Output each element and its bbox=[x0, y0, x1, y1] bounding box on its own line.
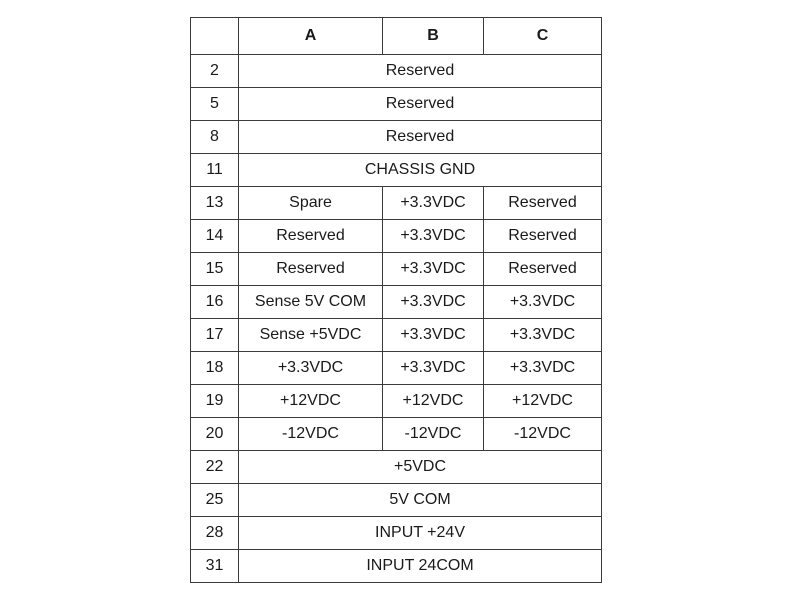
signal-cell-c: -12VDC bbox=[484, 418, 602, 451]
pin-number-cell: 18 bbox=[191, 352, 239, 385]
signal-cell-a: +3.3VDC bbox=[239, 352, 383, 385]
pin-number-cell: 13 bbox=[191, 187, 239, 220]
pin-number-cell: 16 bbox=[191, 286, 239, 319]
pin-number-cell: 20 bbox=[191, 418, 239, 451]
pin-number-cell: 8 bbox=[191, 121, 239, 154]
merged-signal-cell: Reserved bbox=[239, 55, 602, 88]
signal-cell-b: +3.3VDC bbox=[383, 220, 484, 253]
pin-number-cell: 17 bbox=[191, 319, 239, 352]
signal-cell-a: Spare bbox=[239, 187, 383, 220]
table-row bbox=[191, 418, 602, 451]
signal-cell-b: +3.3VDC bbox=[383, 187, 484, 220]
signal-cell-c: Reserved bbox=[484, 220, 602, 253]
signal-cell-c: +3.3VDC bbox=[484, 286, 602, 319]
header-col-a: A bbox=[239, 18, 383, 55]
merged-signal-cell: +5VDC bbox=[239, 451, 602, 484]
table-row bbox=[191, 187, 602, 220]
pinout-table-body bbox=[191, 55, 602, 583]
header-col-c: C bbox=[484, 18, 602, 55]
table-row bbox=[191, 55, 602, 88]
table-row bbox=[191, 451, 602, 484]
table-row bbox=[191, 121, 602, 154]
signal-cell-b: +3.3VDC bbox=[383, 286, 484, 319]
signal-cell-a: Sense 5V COM bbox=[239, 286, 383, 319]
signal-cell-c: +12VDC bbox=[484, 385, 602, 418]
signal-cell-b: +3.3VDC bbox=[383, 319, 484, 352]
signal-cell-c: +3.3VDC bbox=[484, 319, 602, 352]
pin-number-cell: 31 bbox=[191, 550, 239, 583]
signal-cell-b: +3.3VDC bbox=[383, 253, 484, 286]
pinout-table bbox=[190, 17, 602, 583]
table-row bbox=[191, 385, 602, 418]
signal-cell-a: Sense +5VDC bbox=[239, 319, 383, 352]
signal-cell-b: +12VDC bbox=[383, 385, 484, 418]
table-row bbox=[191, 484, 602, 517]
pin-number-cell: 11 bbox=[191, 154, 239, 187]
pin-number-cell: 28 bbox=[191, 517, 239, 550]
table-row bbox=[191, 88, 602, 121]
pin-number-cell: 5 bbox=[191, 88, 239, 121]
merged-signal-cell: 5V COM bbox=[239, 484, 602, 517]
table-row bbox=[191, 352, 602, 385]
pin-number-cell: 22 bbox=[191, 451, 239, 484]
signal-cell-c: +3.3VDC bbox=[484, 352, 602, 385]
signal-cell-a: Reserved bbox=[239, 253, 383, 286]
header-row bbox=[191, 18, 602, 55]
table-row bbox=[191, 550, 602, 583]
merged-signal-cell: Reserved bbox=[239, 88, 602, 121]
table-row bbox=[191, 253, 602, 286]
pin-number-cell: 19 bbox=[191, 385, 239, 418]
pin-number-cell: 2 bbox=[191, 55, 239, 88]
table-row bbox=[191, 220, 602, 253]
signal-cell-a: +12VDC bbox=[239, 385, 383, 418]
signal-cell-a: -12VDC bbox=[239, 418, 383, 451]
signal-cell-c: Reserved bbox=[484, 253, 602, 286]
merged-signal-cell: CHASSIS GND bbox=[239, 154, 602, 187]
signal-cell-b: +3.3VDC bbox=[383, 352, 484, 385]
signal-cell-a: Reserved bbox=[239, 220, 383, 253]
pin-number-cell: 25 bbox=[191, 484, 239, 517]
pin-number-cell: 14 bbox=[191, 220, 239, 253]
header-col-b: B bbox=[383, 18, 484, 55]
table-row bbox=[191, 319, 602, 352]
signal-cell-c: Reserved bbox=[484, 187, 602, 220]
table-row bbox=[191, 517, 602, 550]
header-corner-cell bbox=[191, 18, 239, 55]
pin-number-cell: 15 bbox=[191, 253, 239, 286]
signal-cell-b: -12VDC bbox=[383, 418, 484, 451]
table-row bbox=[191, 286, 602, 319]
table-row bbox=[191, 154, 602, 187]
merged-signal-cell: INPUT +24V bbox=[239, 517, 602, 550]
merged-signal-cell: INPUT 24COM bbox=[239, 550, 602, 583]
merged-signal-cell: Reserved bbox=[239, 121, 602, 154]
